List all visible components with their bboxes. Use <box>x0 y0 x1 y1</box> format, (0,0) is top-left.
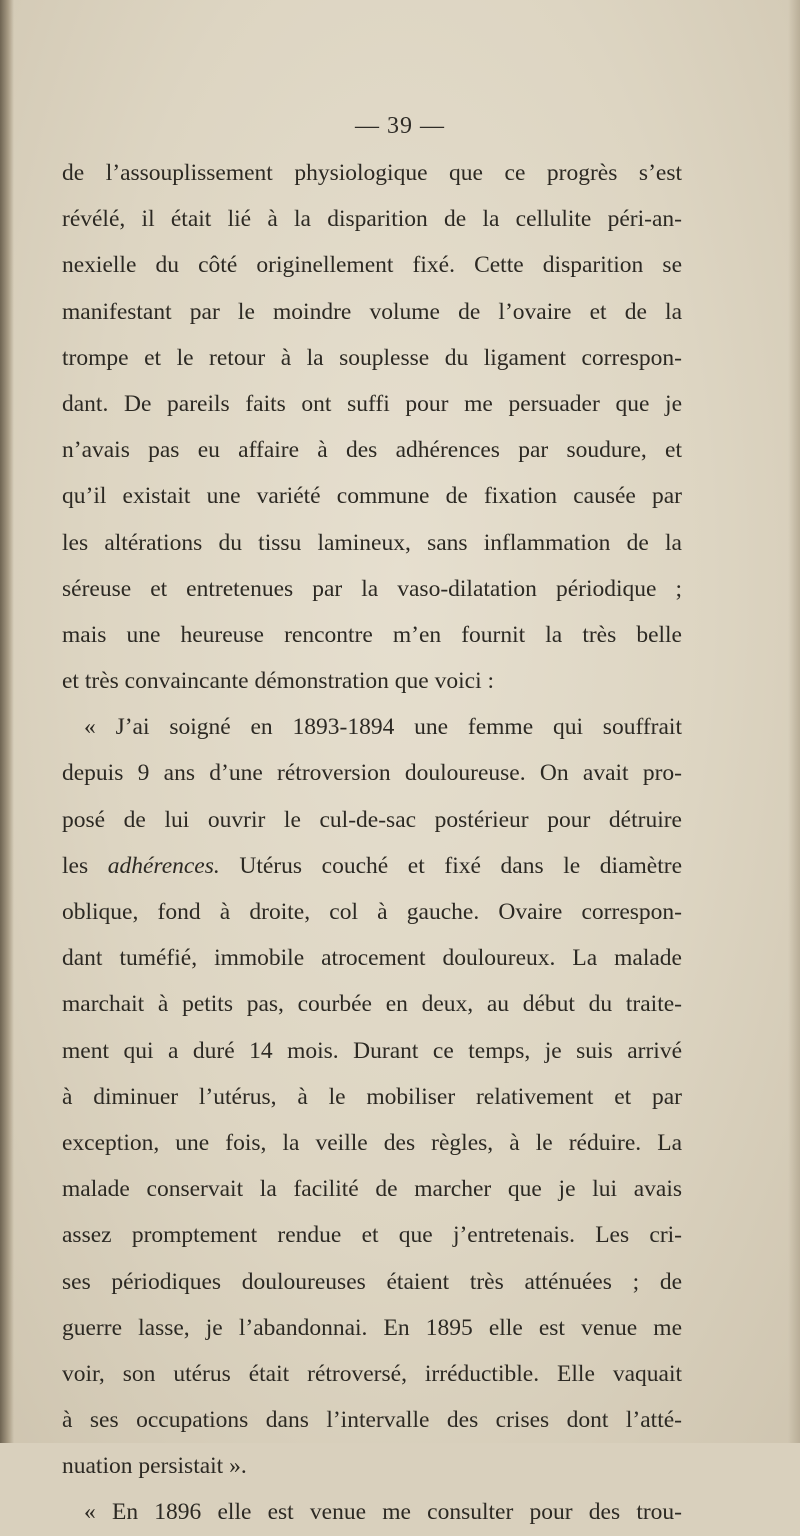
text-line: « J’ai soigné en 1893-1894 une femme qui souffrait <box>84 714 682 741</box>
text-line: exception, une fois, la veille des règles, à le réduire. La <box>62 1129 682 1156</box>
text-line: séreuse et entretenues par la vaso-dilatation périodique ; <box>62 575 682 602</box>
text-line: dant tuméfié, immobile atrocement douloureux. La malade <box>62 945 682 972</box>
text-line: n’avais pas eu affaire à des adhérences par soudure, et <box>62 437 682 464</box>
text-line: et très convaincante démonstration que voici : <box>62 668 494 695</box>
text-line: oblique, fond à droite, col à gauche. Ovaire correspon- <box>62 899 682 925</box>
text-line: depuis 9 ans d’une rétroversion douloureuse. On avait pro- <box>62 760 682 787</box>
text-line: posé de lui ouvrir le cul-de-sac postérieur pour détruire <box>62 806 682 833</box>
text-line: ses périodiques douloureuses étaient très atténuées ; de <box>62 1268 682 1295</box>
text-rest: Utérus couché et fixé dans le diamètre <box>239 852 683 879</box>
text-line: à diminuer l’utérus, à le mobiliser relativement et par <box>62 1083 682 1110</box>
text-line: assez promptement rendue et que j’entretenais. Les cri- <box>62 1222 682 1249</box>
page-number: — 39 — <box>355 113 445 139</box>
text-line: « En 1896 elle est venue me consulter pour des trou- <box>84 1499 682 1526</box>
text-line: révélé, il était lié à la disparition de la cellulite péri-an- <box>62 206 682 233</box>
text-line: guerre lasse, je l’abandonnai. En 1895 elle est venue me <box>62 1314 682 1341</box>
text-line: mais une heureuse rencontre m’en fournit la très belle <box>62 621 682 648</box>
text-line: voir, son utérus était rétroversé, irréductible. Elle vaquait <box>62 1360 682 1387</box>
text-line: à ses occupations dans l’intervalle des crises dont l’atté- <box>62 1407 682 1434</box>
text-line: ment qui a duré 14 mois. Durant ce temps, je suis arrivé <box>62 1037 682 1064</box>
text-line: de l’assouplissement physiologique que ce progrès s’est <box>62 160 682 186</box>
text-line: nuation persistait ». <box>62 1453 247 1480</box>
text-line: dant. De pareils faits ont suffi pour me persuader que je <box>62 390 682 417</box>
text-line: malade conservait la facilité de marcher que je lui avais <box>62 1176 682 1203</box>
text-line: marchait à petits pas, courbée en deux, au début du traite- <box>62 991 682 1018</box>
emphasized-word: adhérences. <box>107 852 220 879</box>
text-line: les altérations du tissu lamineux, sans inflammation de la <box>62 529 682 556</box>
text-line: trompe et le retour à la souplesse du ligament correspon- <box>62 344 682 371</box>
text-line: manifestant par le moindre volume de l’ovaire et de la <box>62 298 682 325</box>
text-line-with-emphasis <box>62 843 682 889</box>
body-text <box>62 150 682 1536</box>
text-line: qu’il existait une variété commune de fixation causée par <box>62 483 682 510</box>
text-line: nexielle du côté originellement fixé. Cette disparition se <box>62 252 682 279</box>
text-prefix: les <box>62 852 108 879</box>
